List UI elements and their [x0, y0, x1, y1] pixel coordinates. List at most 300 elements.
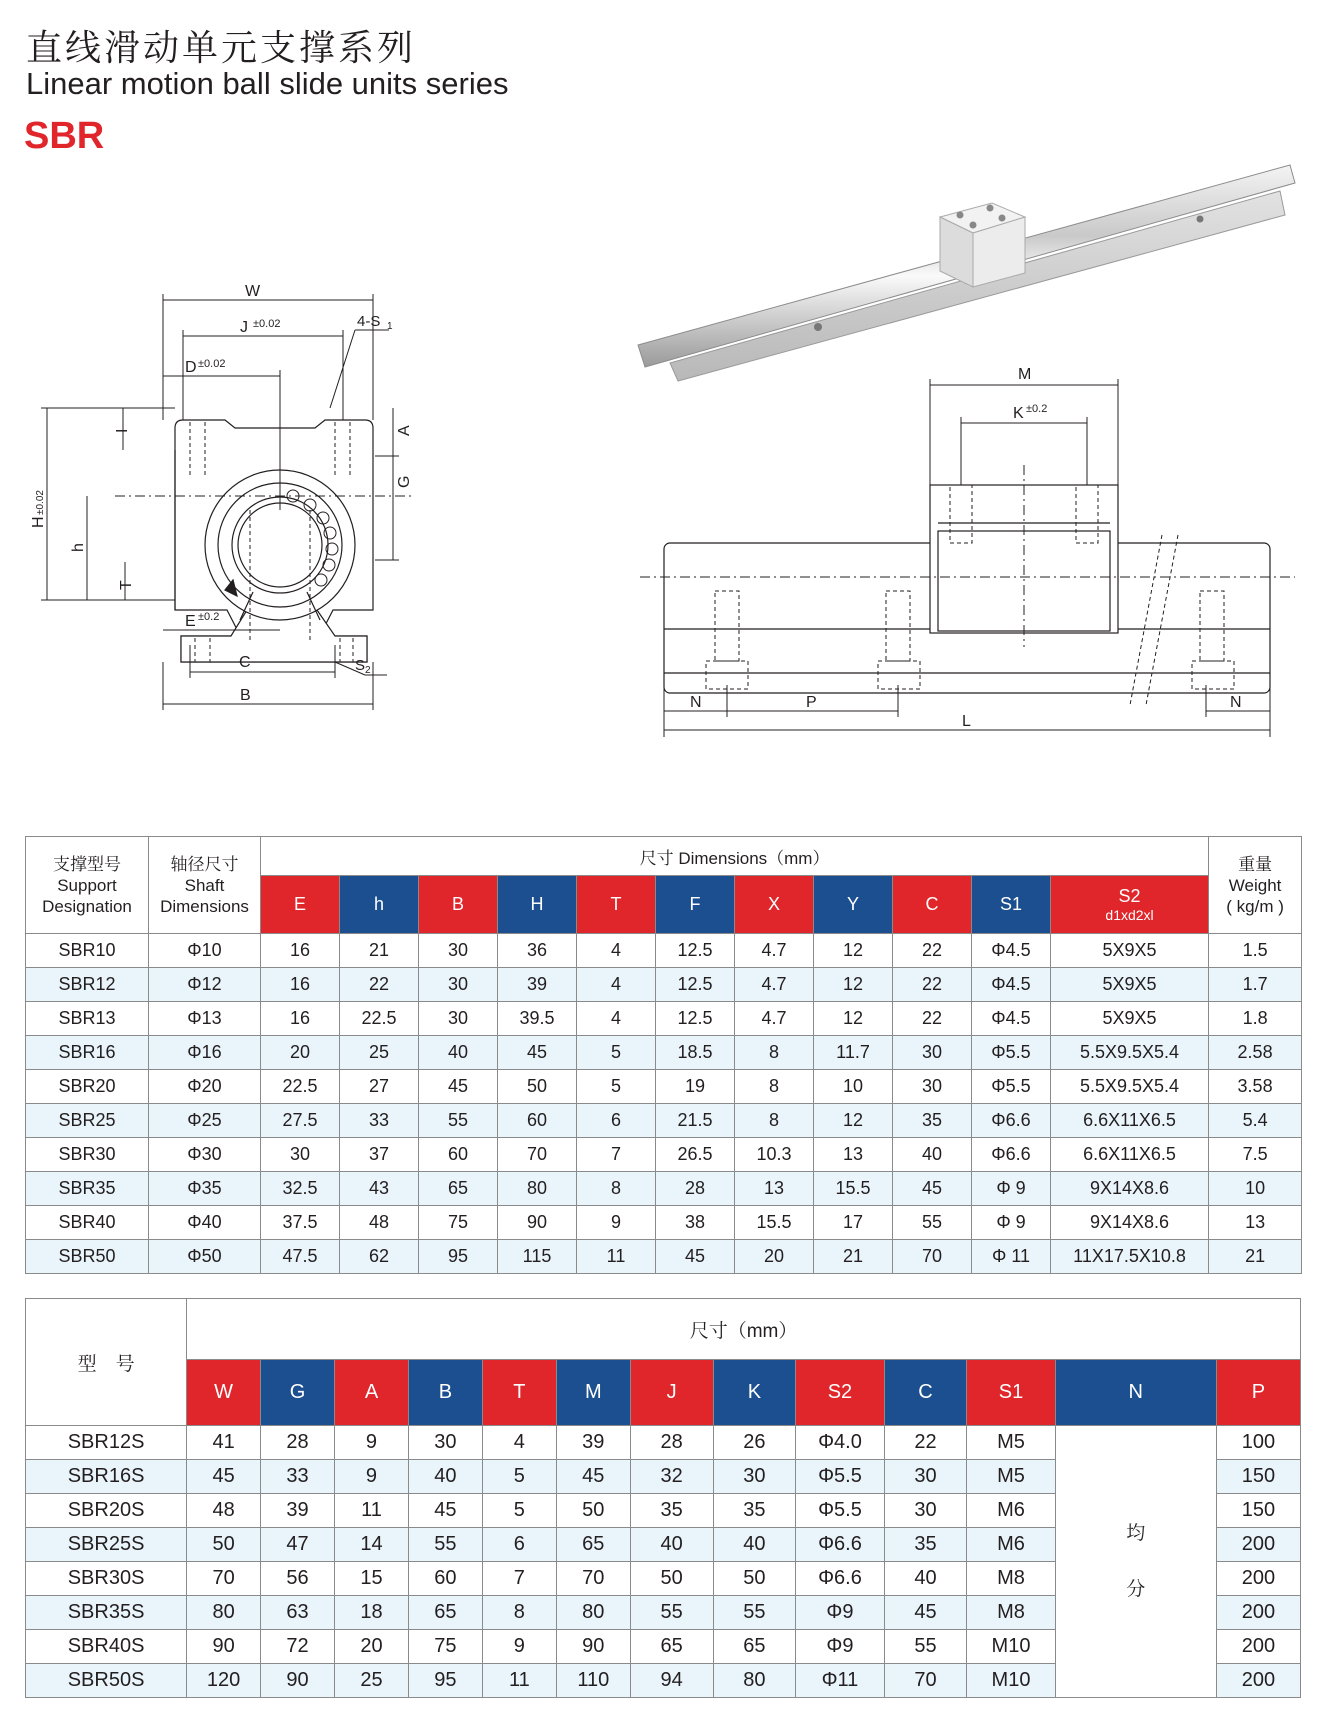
table-cell: Φ4.5 [972, 1002, 1051, 1036]
dim-n-right-label: N [1230, 694, 1242, 711]
col-e: E [261, 876, 340, 934]
table-cell: 26.5 [656, 1138, 735, 1172]
table-cell: Φ35 [149, 1172, 261, 1206]
col-t: T [577, 876, 656, 934]
table-cell: 30 [884, 1460, 967, 1494]
table-cell: Φ6.6 [796, 1528, 884, 1562]
table-cell: 9 [335, 1426, 409, 1460]
table-cell: M8 [967, 1596, 1055, 1630]
support-dimensions-table [25, 836, 1302, 1274]
table-cell: 30 [713, 1460, 796, 1494]
table-cell: 6.6X11X6.5 [1051, 1138, 1209, 1172]
table-cell: 20 [335, 1630, 409, 1664]
table-cell: 95 [419, 1240, 498, 1274]
table-cell: 32 [630, 1460, 713, 1494]
table-cell: Φ6.6 [972, 1138, 1051, 1172]
table-cell: 12 [814, 1002, 893, 1036]
table-cell: SBR30S [26, 1562, 187, 1596]
table-cell: Φ12 [149, 968, 261, 1002]
table-cell: Φ5.5 [972, 1036, 1051, 1070]
table-cell: 4.7 [735, 1002, 814, 1036]
dim-d-label: D [185, 359, 197, 376]
table-cell: 90 [187, 1630, 261, 1664]
table-cell: SBR35 [26, 1172, 149, 1206]
table-cell: 50 [498, 1070, 577, 1104]
col-h: h [340, 876, 419, 934]
table-cell: 200 [1216, 1630, 1300, 1664]
table-cell: 22 [884, 1426, 967, 1460]
table-cell: 43 [340, 1172, 419, 1206]
table-cell: SBR16S [26, 1460, 187, 1494]
table-cell: 22.5 [340, 1002, 419, 1036]
table-cell: 8 [735, 1070, 814, 1104]
table-cell: 55 [419, 1104, 498, 1138]
table-cell: 41 [187, 1426, 261, 1460]
table-cell: Φ6.6 [796, 1562, 884, 1596]
table-cell: 27.5 [261, 1104, 340, 1138]
table-cell: SBR12S [26, 1426, 187, 1460]
table-cell: 32.5 [261, 1172, 340, 1206]
table-cell: 4.7 [735, 934, 814, 968]
table-cell: 115 [498, 1240, 577, 1274]
dim-h-label: H [30, 516, 47, 528]
table-cell: 1.8 [1209, 1002, 1302, 1036]
table-cell: 30 [419, 1002, 498, 1036]
table-cell: SBR50 [26, 1240, 149, 1274]
table-cell: 28 [656, 1172, 735, 1206]
table-cell: 19 [656, 1070, 735, 1104]
dim-j-tol: ±0.02 [253, 318, 281, 330]
table-cell: 45 [419, 1070, 498, 1104]
dim-k-tol: ±0.2 [1026, 403, 1048, 415]
col-t-2: T [482, 1360, 556, 1426]
col-y: Y [814, 876, 893, 934]
table-cell: 15 [335, 1562, 409, 1596]
table-cell: 25 [335, 1664, 409, 1698]
table-cell: 30 [893, 1036, 972, 1070]
table-cell: 5X9X5 [1051, 968, 1209, 1002]
table-cell: 55 [884, 1630, 967, 1664]
dim-s1-sub: 1 [387, 321, 393, 332]
table-cell: 60 [498, 1104, 577, 1138]
table-cell: 45 [893, 1172, 972, 1206]
dim-l-label: L [962, 713, 971, 730]
table-cell: 12.5 [656, 934, 735, 968]
table-cell: 40 [408, 1460, 482, 1494]
table-cell: 45 [556, 1460, 630, 1494]
table-cell: SBR35S [26, 1596, 187, 1630]
table-row [26, 968, 1302, 1002]
table-cell: 4 [577, 968, 656, 1002]
table-cell: 47 [261, 1528, 335, 1562]
table-cell: 17 [814, 1206, 893, 1240]
table-cell: M8 [967, 1562, 1055, 1596]
table-cell: 22.5 [261, 1070, 340, 1104]
col-h-upper: H [498, 876, 577, 934]
table-cell: 12 [814, 968, 893, 1002]
table-cell: 65 [713, 1630, 796, 1664]
table-cell: 45 [187, 1460, 261, 1494]
table-cell: 13 [814, 1138, 893, 1172]
table-cell: 22 [893, 968, 972, 1002]
dim-w-label: W [245, 283, 261, 300]
table-cell: SBR30 [26, 1138, 149, 1172]
table-cell: M10 [967, 1664, 1055, 1698]
table-cell: 94 [630, 1664, 713, 1698]
table-cell: 7 [577, 1138, 656, 1172]
col-shaft-header: 轴径尺寸 Shaft Dimensions [149, 837, 261, 934]
table-cell: 55 [630, 1596, 713, 1630]
table-cell: 5X9X5 [1051, 1002, 1209, 1036]
col-g: G [261, 1360, 335, 1426]
dim-d-tol: ±0.02 [198, 358, 226, 370]
table-cell: 12 [814, 1104, 893, 1138]
table-cell: 20 [261, 1036, 340, 1070]
table-cell: 120 [187, 1664, 261, 1698]
table-cell: 200 [1216, 1664, 1300, 1698]
table-cell: 28 [630, 1426, 713, 1460]
table-cell: 80 [187, 1596, 261, 1630]
table-cell: 50 [630, 1562, 713, 1596]
table-cell: Φ 11 [972, 1240, 1051, 1274]
table-cell: 47.5 [261, 1240, 340, 1274]
table-cell: 90 [556, 1630, 630, 1664]
table-cell: 27 [340, 1070, 419, 1104]
table-cell: M6 [967, 1528, 1055, 1562]
col-n: N [1055, 1360, 1216, 1426]
table-cell: 21 [340, 934, 419, 968]
table-cell: 13 [1209, 1206, 1302, 1240]
table-cell: Φ5.5 [796, 1494, 884, 1528]
table-cell: 1.5 [1209, 934, 1302, 968]
dim-s1-label: 4-S [357, 313, 381, 330]
table-cell: 9X14X8.6 [1051, 1172, 1209, 1206]
col-weight-header: 重量 Weight ( kg/m ) [1209, 837, 1302, 934]
table-cell: 15.5 [735, 1206, 814, 1240]
table-cell: 33 [261, 1460, 335, 1494]
dim-j-label: J [240, 319, 248, 336]
table-cell: 8 [577, 1172, 656, 1206]
table-cell: Φ16 [149, 1036, 261, 1070]
col-b-2: B [408, 1360, 482, 1426]
table-cell: 70 [893, 1240, 972, 1274]
table-cell: 65 [556, 1528, 630, 1562]
dim-g-label: G [396, 475, 413, 488]
table-cell: 30 [419, 968, 498, 1002]
table-cell: 35 [884, 1528, 967, 1562]
table-cell: 45 [884, 1596, 967, 1630]
col-c: C [893, 876, 972, 934]
table-cell: 22 [893, 1002, 972, 1036]
table-cell: 39 [261, 1494, 335, 1528]
table-cell: 65 [419, 1172, 498, 1206]
table-cell: 5.5X9.5X5.4 [1051, 1070, 1209, 1104]
table-cell: 48 [187, 1494, 261, 1528]
col-a: A [335, 1360, 409, 1426]
table-cell: 5.5X9.5X5.4 [1051, 1036, 1209, 1070]
table-cell: 4 [577, 934, 656, 968]
table-row [26, 1426, 1301, 1460]
table-cell: 150 [1216, 1494, 1300, 1528]
table-cell: SBR16 [26, 1036, 149, 1070]
table-cell: Φ 9 [972, 1172, 1051, 1206]
table-cell: 8 [482, 1596, 556, 1630]
col-x: X [735, 876, 814, 934]
table-cell: 21 [814, 1240, 893, 1274]
table-cell: 18 [335, 1596, 409, 1630]
table-row [26, 1172, 1302, 1206]
table-cell: Φ9 [796, 1630, 884, 1664]
table-cell: 9X14X8.6 [1051, 1206, 1209, 1240]
table-cell: 6.6X11X6.5 [1051, 1104, 1209, 1138]
table-row [26, 1104, 1302, 1138]
dim-b-label: B [240, 687, 251, 704]
table-row [26, 1138, 1302, 1172]
table-cell: Φ20 [149, 1070, 261, 1104]
table-cell: 80 [556, 1596, 630, 1630]
table-cell: 11 [577, 1240, 656, 1274]
page-title-cn: 直线滑动单元支撑系列 [26, 28, 417, 69]
table-cell: 4 [577, 1002, 656, 1036]
table-cell: Φ50 [149, 1240, 261, 1274]
table-cell: Φ5.5 [972, 1070, 1051, 1104]
col-b: B [419, 876, 498, 934]
table-cell: 75 [408, 1630, 482, 1664]
table-cell: 9 [482, 1630, 556, 1664]
table-cell: 33 [340, 1104, 419, 1138]
table-cell: 7 [482, 1562, 556, 1596]
table-cell: 38 [656, 1206, 735, 1240]
table-cell: 48 [340, 1206, 419, 1240]
table-cell: 22 [893, 934, 972, 968]
table-cell: 55 [408, 1528, 482, 1562]
slide-block [940, 203, 1025, 287]
table-cell: SBR25S [26, 1528, 187, 1562]
col-designation-header: 支撑型号 Support Designation [26, 837, 149, 934]
col-model-header: 型 号 [26, 1299, 187, 1426]
table-cell: 2.58 [1209, 1036, 1302, 1070]
table-cell: 7.5 [1209, 1138, 1302, 1172]
table-cell: 40 [884, 1562, 967, 1596]
col-s1-2: S1 [967, 1360, 1055, 1426]
col-k: K [713, 1360, 796, 1426]
table-cell: 110 [556, 1664, 630, 1698]
table-cell: 10 [1209, 1172, 1302, 1206]
table-cell: 63 [261, 1596, 335, 1630]
table-cell: Φ13 [149, 1002, 261, 1036]
table-cell: 200 [1216, 1528, 1300, 1562]
table-cell: 40 [419, 1036, 498, 1070]
table-cell: 35 [893, 1104, 972, 1138]
table-cell: 11.7 [814, 1036, 893, 1070]
table-cell: Φ5.5 [796, 1460, 884, 1494]
table-cell: 37.5 [261, 1206, 340, 1240]
table-cell: 45 [656, 1240, 735, 1274]
table-cell: 70 [498, 1138, 577, 1172]
dimensions-title: 尺寸 Dimensions（mm） [261, 837, 1209, 876]
table-cell: 65 [630, 1630, 713, 1664]
table-cell: SBR25 [26, 1104, 149, 1138]
table-cell: 16 [261, 934, 340, 968]
table-cell: 70 [556, 1562, 630, 1596]
table-cell: SBR12 [26, 968, 149, 1002]
table-cell: 80 [498, 1172, 577, 1206]
dim-m-label: M [1018, 366, 1032, 383]
table-cell: 39 [498, 968, 577, 1002]
table-cell: 90 [261, 1664, 335, 1698]
table-cell: SBR50S [26, 1664, 187, 1698]
table-cell: 11X17.5X10.8 [1051, 1240, 1209, 1274]
table-row [26, 1070, 1302, 1104]
table-cell: 60 [419, 1138, 498, 1172]
table-cell: 65 [408, 1596, 482, 1630]
col-s2-2: S2 [796, 1360, 884, 1426]
table-cell: 90 [498, 1206, 577, 1240]
table-cell: 5 [577, 1036, 656, 1070]
table-cell: SBR40 [26, 1206, 149, 1240]
table-cell: 4.7 [735, 968, 814, 1002]
table-cell: 80 [713, 1664, 796, 1698]
series-label: SBR [24, 115, 105, 157]
table-cell: 50 [187, 1528, 261, 1562]
table-cell: 55 [893, 1206, 972, 1240]
product-photo [630, 145, 1310, 395]
dim-s2-label: S [355, 657, 366, 674]
col-c-2: C [884, 1360, 967, 1426]
dim-n-left-label: N [690, 694, 702, 711]
table-cell: 12.5 [656, 1002, 735, 1036]
table-cell: 4 [482, 1426, 556, 1460]
table-cell: 72 [261, 1630, 335, 1664]
table-cell: M6 [967, 1494, 1055, 1528]
table-row [26, 1206, 1302, 1240]
rail-dimensions-table [25, 1298, 1301, 1698]
table-cell: 22 [340, 968, 419, 1002]
table-cell: 6 [577, 1104, 656, 1138]
table-cell: 1.7 [1209, 968, 1302, 1002]
table-cell: Φ4.5 [972, 968, 1051, 1002]
table-cell: SBR10 [26, 934, 149, 968]
table-cell: 45 [408, 1494, 482, 1528]
table-cell: 12 [814, 934, 893, 968]
table-row [26, 934, 1302, 968]
table-cell: Φ10 [149, 934, 261, 968]
table-cell: 30 [408, 1426, 482, 1460]
table-cell: 62 [340, 1240, 419, 1274]
table-cell: 5.4 [1209, 1104, 1302, 1138]
table-cell: 35 [630, 1494, 713, 1528]
table-cell: 13 [735, 1172, 814, 1206]
table-cell: Φ30 [149, 1138, 261, 1172]
table-cell: Φ9 [796, 1596, 884, 1630]
col-s1: S1 [972, 876, 1051, 934]
table-cell: 5X9X5 [1051, 934, 1209, 968]
col-p: P [1216, 1360, 1300, 1426]
table-cell: 200 [1216, 1596, 1300, 1630]
table-cell: SBR13 [26, 1002, 149, 1036]
table-cell: 40 [630, 1528, 713, 1562]
table-cell: 11 [335, 1494, 409, 1528]
table-cell: 45 [498, 1036, 577, 1070]
dim-e-tol: ±0.2 [198, 611, 220, 623]
table-cell: Φ4.0 [796, 1426, 884, 1460]
table-cell: 55 [713, 1596, 796, 1630]
table-cell: Φ11 [796, 1664, 884, 1698]
table-cell: 9 [577, 1206, 656, 1240]
table-cell: SBR20 [26, 1070, 149, 1104]
table-cell: 30 [419, 934, 498, 968]
table-cell: 20 [735, 1240, 814, 1274]
table-cell: 35 [713, 1494, 796, 1528]
table-cell: 10.3 [735, 1138, 814, 1172]
table-cell: 30 [893, 1070, 972, 1104]
table-cell: Φ40 [149, 1206, 261, 1240]
dim-k-label: K [1013, 405, 1024, 422]
table-cell: 75 [419, 1206, 498, 1240]
col-m: M [556, 1360, 630, 1426]
dim-small-h-label: h [70, 543, 87, 552]
table-cell: 36 [498, 934, 577, 968]
table-row [26, 1036, 1302, 1070]
table-cell: M5 [967, 1460, 1055, 1494]
table-cell: 18.5 [656, 1036, 735, 1070]
table-cell: 21.5 [656, 1104, 735, 1138]
table-cell: 39.5 [498, 1002, 577, 1036]
cross-section-drawing [30, 283, 475, 795]
n-merged-cell: 均 分 [1055, 1426, 1216, 1698]
table-cell: Φ 9 [972, 1206, 1051, 1240]
table-cell: 70 [187, 1562, 261, 1596]
dim-i-label: I [114, 428, 131, 433]
table-cell: 40 [713, 1528, 796, 1562]
table-cell: 56 [261, 1562, 335, 1596]
table-cell: 11 [482, 1664, 556, 1698]
page-title-en: Linear motion ball slide units series [26, 66, 509, 101]
col-w: W [187, 1360, 261, 1426]
table-cell: 8 [735, 1104, 814, 1138]
table-cell: 100 [1216, 1426, 1300, 1460]
table-cell: Φ6.6 [972, 1104, 1051, 1138]
table-cell: 15.5 [814, 1172, 893, 1206]
table-row [26, 1240, 1302, 1274]
table-cell: 25 [340, 1036, 419, 1070]
side-view-drawing [640, 366, 1295, 785]
table-cell: 10 [814, 1070, 893, 1104]
table-cell: 5 [482, 1494, 556, 1528]
table-cell: 40 [893, 1138, 972, 1172]
table-cell: 60 [408, 1562, 482, 1596]
table-cell: 12.5 [656, 968, 735, 1002]
table-cell: 150 [1216, 1460, 1300, 1494]
table-cell: 16 [261, 1002, 340, 1036]
dim-h-tol: ±0.02 [35, 490, 46, 515]
table-cell: SBR20S [26, 1494, 187, 1528]
table-cell: 200 [1216, 1562, 1300, 1596]
table-cell: 30 [261, 1138, 340, 1172]
table-cell: 5 [482, 1460, 556, 1494]
dim-c-label: C [239, 654, 251, 671]
table-cell: 3.58 [1209, 1070, 1302, 1104]
dim-t-label: T [118, 580, 135, 590]
table-cell: 39 [556, 1426, 630, 1460]
table-cell: SBR40S [26, 1630, 187, 1664]
table-cell: 30 [884, 1494, 967, 1528]
table-cell: 8 [735, 1036, 814, 1070]
table-cell: 14 [335, 1528, 409, 1562]
dimensions-title-2: 尺寸（mm） [187, 1299, 1301, 1360]
col-f: F [656, 876, 735, 934]
dim-a-label: A [396, 425, 413, 436]
